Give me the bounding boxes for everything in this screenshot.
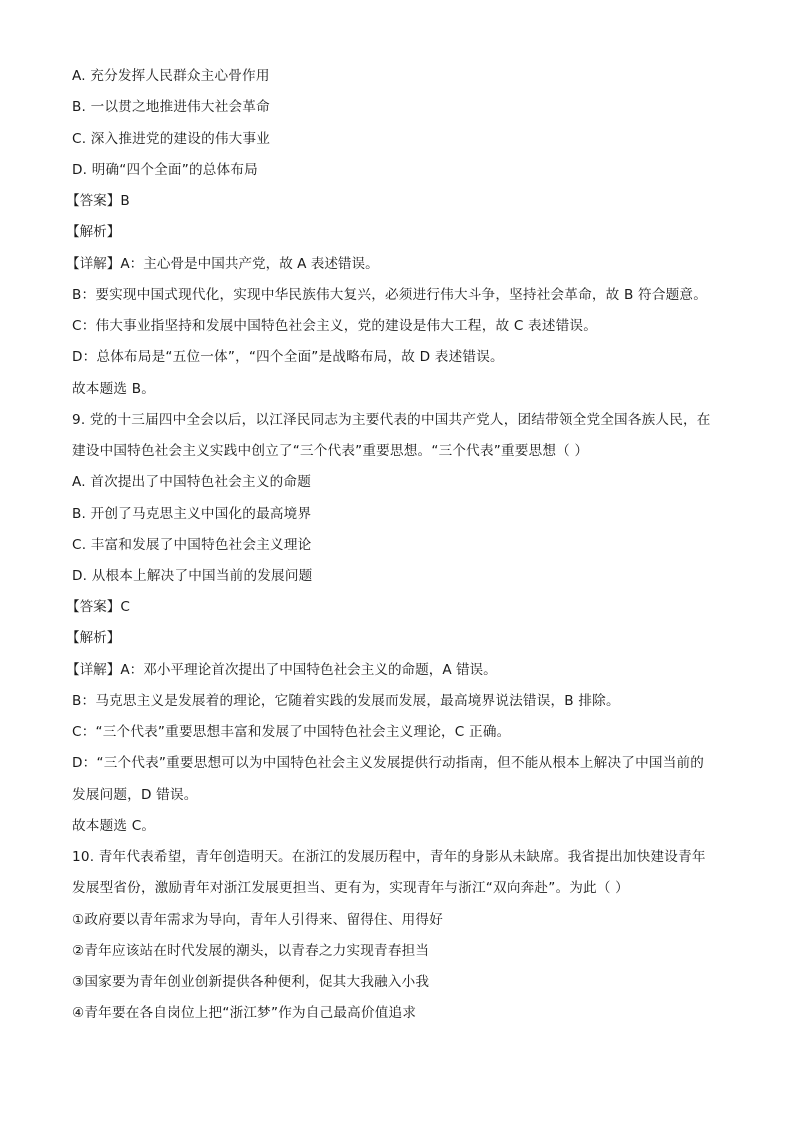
q9-analysis-label: 【解析】 <box>66 630 121 646</box>
q8-option-d: D. 明确“四个全面”的总体布局 <box>72 162 258 178</box>
q8-option-c: C. 深入推进党的建设的伟大事业 <box>72 131 271 147</box>
q9-option-a: A. 首次提出了中国特色社会主义的命题 <box>72 474 312 490</box>
q9-option-b: B. 开创了马克思主义中国化的最高境界 <box>72 506 312 522</box>
q8-answer: 【答案】B <box>66 193 130 209</box>
q9-conclusion: 故本题选 C。 <box>72 818 156 834</box>
q8-conclusion: 故本题选 B。 <box>72 381 156 397</box>
q10-item-4: ④青年要在各自岗位上把“浙江梦”作为自己最高价值追求 <box>72 1005 417 1021</box>
q8-analysis-label: 【解析】 <box>66 224 121 240</box>
q10-stem-line-1: 10. 青年代表希望，青年创造明天。在浙江的发展历程中，青年的身影从未缺席。我省提出加快建设青年 <box>72 849 706 865</box>
q8-detail-d: D：总体布局是“五位一体”，“四个全面”是战略布局，故 D 表述错误。 <box>72 349 504 365</box>
q9-option-d: D. 从根本上解决了中国当前的发展问题 <box>72 568 313 584</box>
q9-detail-d-cont: 发展问题，D 错误。 <box>72 787 198 803</box>
q8-option-a: A. 充分发挥人民群众主心骨作用 <box>72 68 270 84</box>
q8-option-b: B. 一以贯之地推进伟大社会革命 <box>72 99 270 115</box>
q9-stem-line-1: 9. 党的十三届四中全会以后，以江泽民同志为主要代表的中国共产党人，团结带领全党全国各族人民，在 <box>72 412 711 428</box>
q10-item-3: ③国家要为青年创业创新提供各种便利，促其大我融入小我 <box>72 974 430 990</box>
q9-stem-line-2: 建设中国特色社会主义实践中创立了“三个代表”重要思想。“三个代表”重要思想（ ） <box>72 443 589 459</box>
q10-stem-line-2: 发展型省份，激励青年对浙江发展更担当、更有为，实现青年与浙江“双向奔赴”。为此（ ） <box>72 880 629 896</box>
q8-detail-b: B：要实现中国式现代化，实现中华民族伟大复兴，必须进行伟大斗争，坚持社会革命，故 B 符合题意。 <box>72 287 708 303</box>
q8-detail-a: 【详解】A：主心骨是中国共产党，故 A 表述错误。 <box>66 256 379 272</box>
q9-detail-c: C：“三个代表”重要思想丰富和发展了中国特色社会主义理论，C 正确。 <box>72 724 511 740</box>
q9-answer: 【答案】C <box>66 599 130 615</box>
q10-item-1: ①政府要以青年需求为导向，青年人引得来、留得住、用得好 <box>72 912 444 928</box>
q10-item-2: ②青年应该站在时代发展的潮头，以青春之力实现青春担当 <box>72 943 430 959</box>
q9-option-c: C. 丰富和发展了中国特色社会主义理论 <box>72 537 312 553</box>
q9-detail-a: 【详解】A：邓小平理论首次提出了中国特色社会主义的命题，A 错误。 <box>66 662 497 678</box>
q9-detail-d: D：“三个代表”重要思想可以为中国特色社会主义发展提供行动指南，但不能从根本上解决了中国当前的 <box>72 755 705 771</box>
q9-detail-b: B：马克思主义是发展着的理论，它随着实践的发展而发展，最高境界说法错误，B 排除。 <box>72 693 620 709</box>
q8-detail-c: C：伟大事业指坚持和发展中国特色社会主义，党的建设是伟大工程，故 C 表述错误。 <box>72 318 597 334</box>
